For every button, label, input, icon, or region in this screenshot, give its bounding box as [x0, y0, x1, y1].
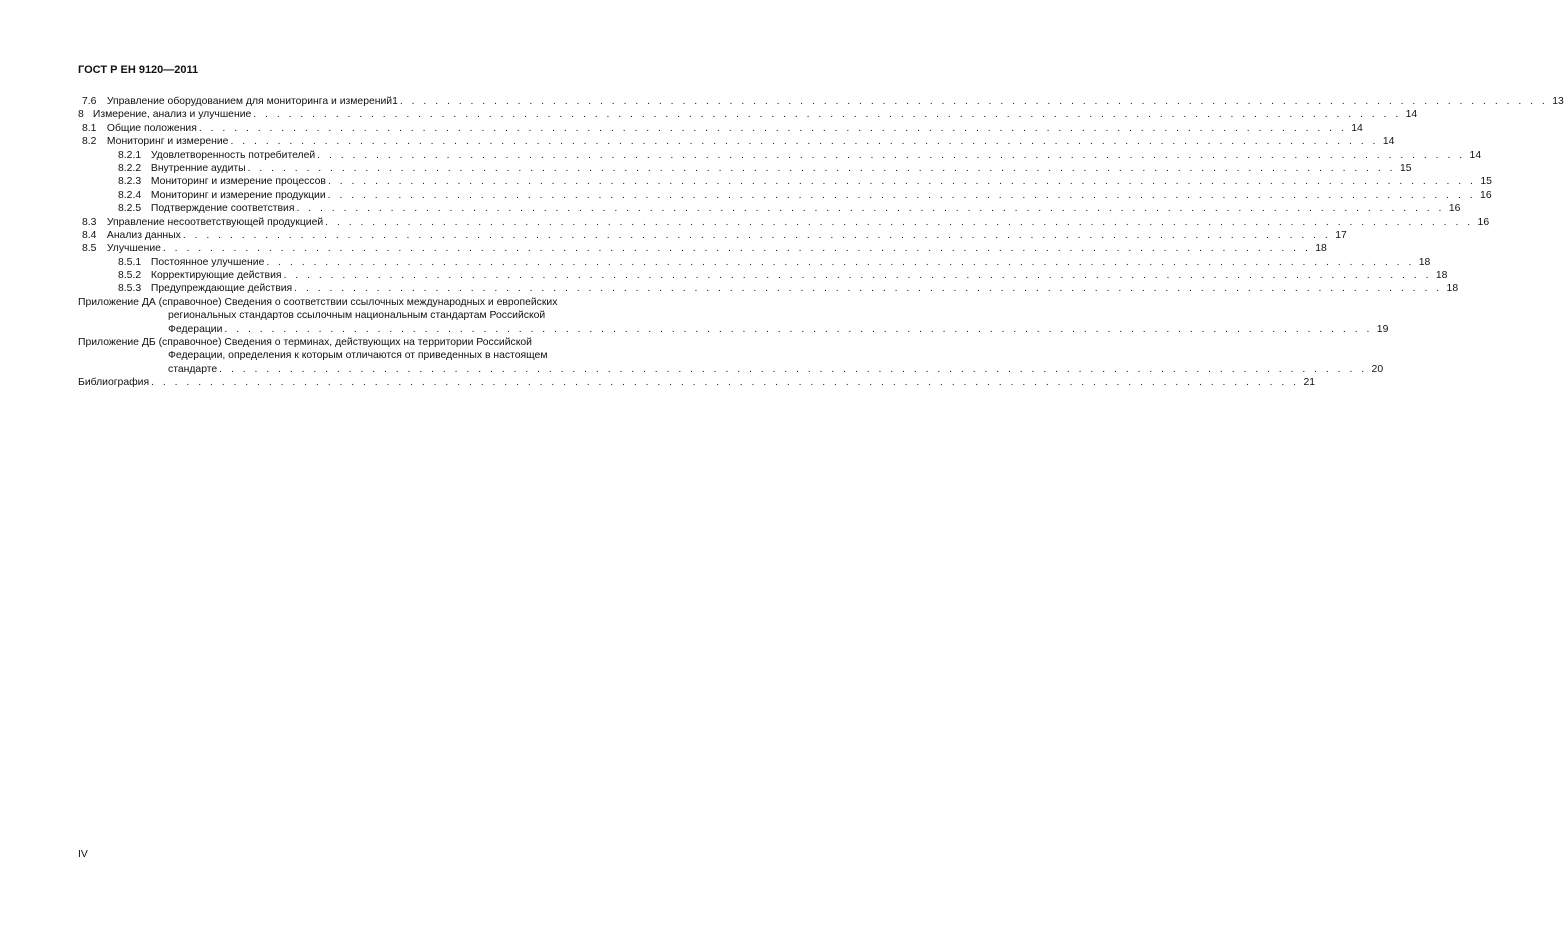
toc-item-title: Корректирующие действия	[150, 270, 282, 282]
appendix-db-line-1: Приложение ДБ (справочное) Сведения о терминах, действующих на территории Российской	[78, 337, 532, 349]
toc-leader-dots: . . . . . . . . . . . . . . . . . . . . . . . . . . . . . . . . . . . . . . . . . . . . . . . . . . . . . . . . . . . . . . . . . . . . . . . . . . . . . . . . . . . . . . . . . . . . . . . . . .	[230, 136, 1379, 148]
toc-leader-dots: . . . . . . . . . . . . . . . . . . . . . . . . . . . . . . . . . . . . . . . . . . . . . . . . . . . . . . . . . . . . . . . . . . . . . . . . . . . . . . . . . . . . . . . . . . . . . . . . . .	[296, 203, 1445, 215]
appendix-da-line-1: Приложение ДА (справочное) Сведения о соответствии ссылочных международных и европейских	[78, 296, 558, 308]
toc-appendix-da[interactable]	[78, 296, 1389, 336]
toc-item-number: 8.2.3	[118, 176, 142, 188]
toc-leader-dots: . . . . . . . . . . . . . . . . . . . . . . . . . . . . . . . . . . . . . . . . . . . . . . . . . . . . . . . . . . . . . . . . . . . . . . . . . . . . . . . . . . . . . . . . . . . . . . . . . .	[247, 162, 1396, 174]
toc-item-title: Библиография	[78, 377, 150, 389]
toc-appendix-db[interactable]	[78, 336, 1384, 376]
toc-item-8-5-2[interactable]	[78, 269, 1448, 282]
toc-item-page: 18	[1446, 283, 1459, 295]
toc-item-title: Постоянное улучшение	[150, 256, 265, 268]
toc-item-number: 8.4	[82, 229, 97, 241]
appendix-db-line-2: Федерации, определения к которым отличаются от приведенных в настоящем	[168, 350, 548, 362]
toc-item-number: 8	[78, 109, 84, 121]
toc-item-page: 14	[1405, 109, 1418, 121]
toc-item-7-6[interactable]	[78, 95, 1564, 108]
toc-item-page: 16	[1448, 203, 1461, 215]
page-number-roman: IV	[78, 849, 88, 860]
toc-leader-dots: . . . . . . . . . . . . . . . . . . . . . . . . . . . . . . . . . . . . . . . . . . . . . . . . . . . . . . . . . . . . . . . . . . . . . . . . . . . . . . . . . . . . . . . . . . . . . . . . . .	[294, 283, 1443, 295]
toc-item-8[interactable]	[78, 108, 1418, 121]
toc-item-title: Измерение, анализ и улучшение	[92, 109, 252, 121]
toc-item-number: 8.3	[82, 216, 97, 228]
toc-item-page: 14	[1382, 136, 1395, 148]
toc-item-page: 13	[1552, 95, 1564, 107]
toc-item-page: 15	[1480, 176, 1492, 188]
toc-item-number: 8.2.2	[118, 162, 142, 174]
toc-leader-dots: . . . . . . . . . . . . . . . . . . . . . . . . . . . . . . . . . . . . . . . . . . . . . . . . . . . . . . . . . . . . . . . . . . . . . . . . . . . . . . . . . . . . . . . . . . . . . . . . . .	[266, 256, 1415, 268]
toc-leader-dots: . . . . . . . . . . . . . . . . . . . . . . . . . . . . . . . . . . . . . . . . . . . . . . . . . . . . . . . . . . . . . . . . . . . . . . . . . . . . . . . . . . . . . . . . . . . . . . . . . .	[219, 363, 1368, 375]
appendix-db-line-3: стандарте	[168, 363, 218, 375]
toc-item-bibliography[interactable]	[78, 376, 1316, 389]
document-header: ГОСТ Р ЕН 9120—2011	[78, 64, 199, 76]
toc-item-number: 8.5.2	[118, 270, 142, 282]
toc-item-8-5-3[interactable]	[78, 282, 1459, 295]
toc-item-number: 7.6	[82, 95, 97, 107]
toc-item-page: 21	[1303, 377, 1316, 389]
toc-item-8-2-2[interactable]	[78, 162, 1412, 175]
appendix-da-line-3: Федерации	[168, 323, 223, 335]
toc-item-number: 8.2.5	[118, 203, 142, 215]
toc-item-8-2-4[interactable]	[78, 189, 1492, 202]
appendix-da-line-2: региональных стандартов ссылочным национальным стандартам Российской	[168, 310, 546, 322]
toc-item-title: Общие положения	[106, 122, 197, 134]
toc-item-page: 18	[1418, 256, 1431, 268]
toc-leader-dots: . . . . . . . . . . . . . . . . . . . . . . . . . . . . . . . . . . . . . . . . . . . . . . . . . . . . . . . . . . . . . . . . . . . . . . . . . . . . . . . . . . . . . . . . . . . . . . . . . .	[317, 149, 1466, 161]
toc-item-page: 18	[1435, 270, 1448, 282]
toc-leader-dots: . . . . . . . . . . . . . . . . . . . . . . . . . . . . . . . . . . . . . . . . . . . . . . . . . . . . . . . . . . . . . . . . . . . . . . . . . . . . . . . . . . . . . . . . . . . . . . . . . .	[399, 95, 1548, 107]
toc-item-8-5[interactable]	[78, 242, 1327, 255]
toc-item-number: 8.2.1	[118, 149, 142, 161]
toc-item-page: 18	[1315, 243, 1327, 255]
toc-leader-dots: . . . . . . . . . . . . . . . . . . . . . . . . . . . . . . . . . . . . . . . . . . . . . . . . . . . . . . . . . . . . . . . . . . . . . . . . . . . . . . . . . . . . . . . . . . . . . . . . . .	[327, 176, 1476, 188]
toc-item-number: 8.2.4	[118, 189, 142, 201]
toc-leader-dots: . . . . . . . . . . . . . . . . . . . . . . . . . . . . . . . . . . . . . . . . . . . . . . . . . . . . . . . . . . . . . . . . . . . . . . . . . . . . . . . . . . . . . . . . . . . . . . . . . .	[151, 377, 1300, 389]
toc-leader-dots: . . . . . . . . . . . . . . . . . . . . . . . . . . . . . . . . . . . . . . . . . . . . . . . . . . . . . . . . . . . . . . . . . . . . . . . . . . . . . . . . . . . . . . . . . . . . . . . . . .	[325, 216, 1474, 228]
toc-item-page: 16	[1477, 216, 1490, 228]
toc-item-number: 8.5.1	[118, 256, 142, 268]
toc-item-title: Внутренние аудиты	[150, 162, 246, 174]
toc-item-title: Предупреждающие действия	[150, 283, 293, 295]
toc-item-8-3[interactable]	[78, 216, 1490, 229]
toc-item-title: Управление оборудованием для мониторинга и измерений1	[106, 95, 398, 107]
toc-leader-dots: . . . . . . . . . . . . . . . . . . . . . . . . . . . . . . . . . . . . . . . . . . . . . . . . . . . . . . . . . . . . . . . . . . . . . . . . . . . . . . . . . . . . . . . . . . . . . . . . . .	[253, 109, 1402, 121]
toc-item-8-1[interactable]	[78, 122, 1363, 135]
toc-leader-dots: . . . . . . . . . . . . . . . . . . . . . . . . . . . . . . . . . . . . . . . . . . . . . . . . . . . . . . . . . . . . . . . . . . . . . . . . . . . . . . . . . . . . . . . . . . . . . . . . . .	[162, 243, 1311, 255]
toc-leader-dots: . . . . . . . . . . . . . . . . . . . . . . . . . . . . . . . . . . . . . . . . . . . . . . . . . . . . . . . . . . . . . . . . . . . . . . . . . . . . . . . . . . . . . . . . . . . . . . . . . .	[327, 189, 1476, 201]
toc-leader-dots: . . . . . . . . . . . . . . . . . . . . . . . . . . . . . . . . . . . . . . . . . . . . . . . . . . . . . . . . . . . . . . . . . . . . . . . . . . . . . . . . . . . . . . . . . . . . . . . . . .	[198, 122, 1347, 134]
toc-leader-dots: . . . . . . . . . . . . . . . . . . . . . . . . . . . . . . . . . . . . . . . . . . . . . . . . . . . . . . . . . . . . . . . . . . . . . . . . . . . . . . . . . . . . . . . . . . . . . . . . . .	[182, 229, 1331, 241]
toc-item-number: 8.2	[82, 136, 97, 148]
toc-leader-dots: . . . . . . . . . . . . . . . . . . . . . . . . . . . . . . . . . . . . . . . . . . . . . . . . . . . . . . . . . . . . . . . . . . . . . . . . . . . . . . . . . . . . . . . . . . . . . . . . . .	[283, 270, 1432, 282]
toc-item-8-5-1[interactable]	[78, 256, 1431, 269]
toc-item-page: 14	[1469, 149, 1482, 161]
toc-item-title: Мониторинг и измерение	[106, 136, 229, 148]
toc-item-title: Улучшение	[106, 243, 161, 255]
toc-item-page: 16	[1480, 189, 1492, 201]
toc-item-title: Управление несоответствующей продукцией	[106, 216, 324, 228]
toc-item-8-2[interactable]	[78, 135, 1395, 148]
toc-item-title: Мониторинг и измерение процессов	[150, 176, 326, 188]
toc-item-page: 19	[1376, 323, 1389, 335]
toc-leader-dots: . . . . . . . . . . . . . . . . . . . . . . . . . . . . . . . . . . . . . . . . . . . . . . . . . . . . . . . . . . . . . . . . . . . . . . . . . . . . . . . . . . . . . . . . . . . . . . . . . .	[224, 323, 1373, 335]
toc-item-title: Анализ данных	[106, 229, 181, 241]
toc-item-8-2-3[interactable]	[78, 175, 1492, 188]
toc-item-number: 8.5	[82, 243, 97, 255]
toc-item-number: 8.1	[82, 122, 97, 134]
toc-item-page: 17	[1335, 229, 1347, 241]
toc-item-8-2-5[interactable]	[78, 202, 1461, 215]
toc-item-title: Мониторинг и измерение продукции	[150, 189, 326, 201]
toc-item-page: 20	[1371, 363, 1384, 375]
toc-item-title: Подтверждение соответствия	[150, 203, 295, 215]
toc-item-title: Удовлетворенность потребителей	[150, 149, 316, 161]
toc-item-number: 8.5.3	[118, 283, 142, 295]
toc-item-page: 14	[1351, 122, 1363, 134]
toc-item-page: 15	[1400, 162, 1412, 174]
toc-item-8-4[interactable]	[78, 229, 1347, 242]
table-of-contents	[78, 95, 1564, 390]
toc-item-8-2-1[interactable]	[78, 149, 1482, 162]
